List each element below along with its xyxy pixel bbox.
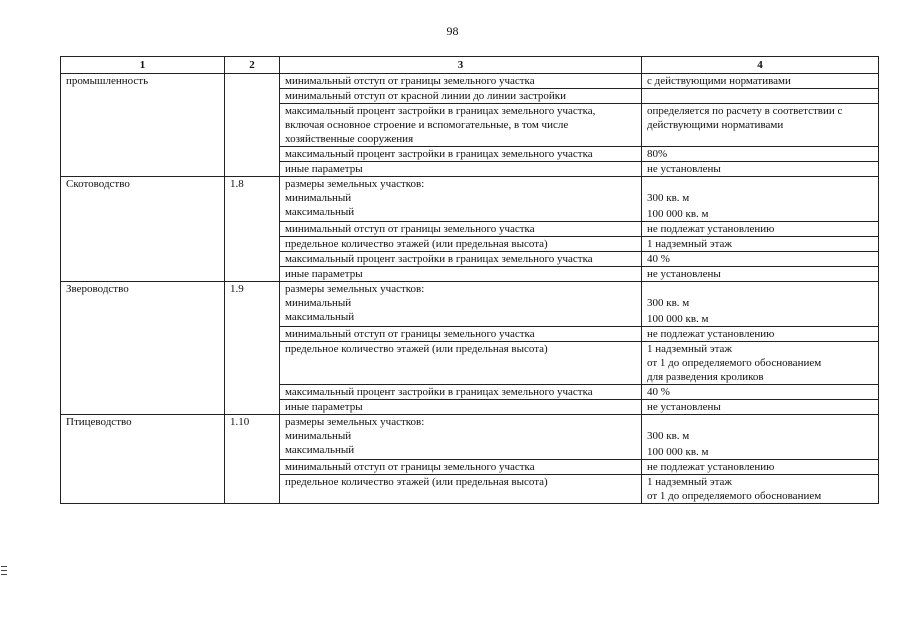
parameter-value: не установлены <box>642 267 879 282</box>
parameter-name: предельное количество этажей (или предельная высота) <box>280 237 642 252</box>
value-line: 100 000 кв. м <box>647 208 709 220</box>
parameter-value: не подлежат установлению <box>642 460 879 475</box>
parameter-value: 40 % <box>642 385 879 400</box>
parameter-value: 80% <box>642 147 879 162</box>
activity-name: Скотоводство <box>61 177 225 282</box>
parameter-name: предельное количество этажей (или предельная высота) <box>280 342 642 385</box>
parameter-name <box>280 177 642 222</box>
parameter-name: максимальный процент застройки в границах земельного участка <box>280 252 642 267</box>
value-line: 1 надземный этаж <box>647 343 732 355</box>
parameter-value: 1 надземный этаж <box>642 237 879 252</box>
value-line: от 1 до определяемого обоснованием <box>647 357 822 369</box>
activity-code <box>225 74 280 177</box>
parameter-value <box>642 342 879 385</box>
column-header-3: 3 <box>280 57 642 74</box>
column-header-4: 4 <box>642 57 879 74</box>
parameter-value: определяется по расчету в соответствии с действующими нормативами <box>642 104 879 147</box>
activity-code: 1.10 <box>225 415 280 504</box>
parameter-name <box>280 415 642 460</box>
parameter-name: максимальный процент застройки в границах земельного участка <box>280 385 642 400</box>
parameter-line: максимальный <box>285 206 355 218</box>
table-row <box>61 415 879 460</box>
parameter-name: минимальный отступ от границы земельного участка <box>280 460 642 475</box>
parameter-value <box>642 89 879 104</box>
table-header-row <box>61 57 879 74</box>
table-row <box>61 74 879 89</box>
parameter-value <box>642 415 879 460</box>
parameter-value: не подлежат установлению <box>642 222 879 237</box>
parameter-name: минимальный отступ от границы земельного участка <box>280 327 642 342</box>
activity-code: 1.9 <box>225 282 280 415</box>
parameter-name: минимальный отступ от границы земельного участка <box>280 74 642 89</box>
value-line: 300 кв. м <box>647 192 690 204</box>
parameter-line: максимальный <box>285 311 355 323</box>
parameter-line: минимальный <box>285 430 352 442</box>
parameter-line: минимальный <box>285 192 352 204</box>
parameter-value <box>642 177 879 222</box>
parameter-name: максимальный процент застройки в границах земельного участка, включая основное строение и вспомогательные, в том числе хозяйственные сооружения <box>280 104 642 147</box>
activity-name: Птицеводство <box>61 415 225 504</box>
value-line: 300 кв. м <box>647 430 690 442</box>
parameter-name: иные параметры <box>280 162 642 177</box>
value-line: 1 надземный этаж <box>647 476 732 488</box>
parameter-value <box>642 475 879 504</box>
parameter-line: максимальный <box>285 444 355 456</box>
column-header-1: 1 <box>61 57 225 74</box>
parameter-name: предельное количество этажей (или предельная высота) <box>280 475 642 504</box>
parameter-line: минимальный <box>285 297 352 309</box>
parameter-value: не установлены <box>642 162 879 177</box>
parameter-name: минимальный отступ от границы земельного участка <box>280 222 642 237</box>
parameter-name: минимальный отступ от красной линии до линии застройки <box>280 89 642 104</box>
parameter-value: 40 % <box>642 252 879 267</box>
activity-name: промышленность <box>61 74 225 177</box>
value-line: 300 кв. м <box>647 297 690 309</box>
parameter-name: иные параметры <box>280 267 642 282</box>
parameter-value: с действующими нормативами <box>642 74 879 89</box>
value-line: 100 000 кв. м <box>647 446 709 458</box>
table-row <box>61 282 879 327</box>
parameter-name: максимальный процент застройки в границах земельного участка <box>280 147 642 162</box>
parameter-name <box>280 282 642 327</box>
parameter-value: не подлежат установлению <box>642 327 879 342</box>
activity-name: Звероводство <box>61 282 225 415</box>
value-line: для разведения кроликов <box>647 371 764 383</box>
table-row <box>61 177 879 222</box>
parameter-line: размеры земельных участков: <box>285 416 425 428</box>
parameter-value <box>642 282 879 327</box>
page-number: 98 <box>446 24 459 38</box>
parameter-line: размеры земельных участков: <box>285 283 425 295</box>
parameter-value: не установлены <box>642 400 879 415</box>
zoning-parameters-table <box>60 56 879 504</box>
column-header-2: 2 <box>225 57 280 74</box>
activity-code: 1.8 <box>225 177 280 282</box>
scan-edge-mark <box>1 566 7 578</box>
parameter-name: иные параметры <box>280 400 642 415</box>
value-line: 100 000 кв. м <box>647 313 709 325</box>
parameter-line: размеры земельных участков: <box>285 178 425 190</box>
value-line: от 1 до определяемого обоснованием <box>647 490 822 502</box>
